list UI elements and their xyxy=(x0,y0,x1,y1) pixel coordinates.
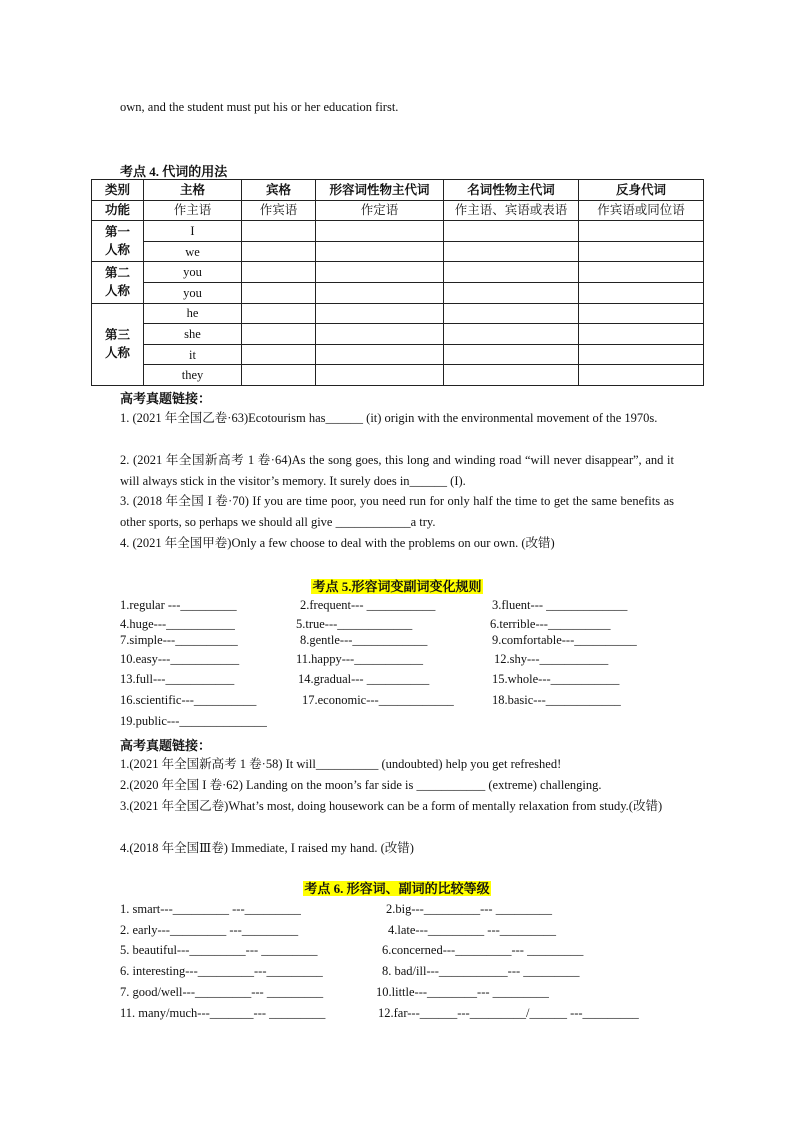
subject-cell: it xyxy=(144,344,242,365)
section4-link-title: 高考真题链接： xyxy=(120,391,212,406)
header-cell: 宾格 xyxy=(242,180,316,201)
person-label-third xyxy=(92,303,144,385)
section6-title: 考点 6. 形容词、副词的比较等级 xyxy=(304,881,490,896)
blank-cell[interactable] xyxy=(579,303,704,324)
exercise-item: 1. smart---_________ ---_________ xyxy=(120,902,301,916)
function-cell: 作宾语或同位语 xyxy=(579,200,704,221)
exercise-item: 11.happy---___________ xyxy=(296,652,423,666)
question-item: 3.(2021 年全国乙卷)What’s most, doing housework can be a form of mentally relaxation from study.(改错) xyxy=(120,799,663,813)
section5-link-title: 高考真题链接： xyxy=(120,738,212,753)
subject-cell: I xyxy=(144,221,242,242)
blank-cell[interactable] xyxy=(316,282,444,303)
blank-cell[interactable] xyxy=(444,262,579,283)
exercise-item: 17.economic---____________ xyxy=(302,693,454,707)
exercise-item: 15.whole---___________ xyxy=(492,672,620,686)
header-cell: 形容词性物主代词 xyxy=(316,180,444,201)
section5-title-wrap xyxy=(0,576,794,596)
section6-title-wrap xyxy=(0,878,794,898)
blank-cell[interactable] xyxy=(444,282,579,303)
exercise-item: 10.easy---___________ xyxy=(120,652,240,666)
exercise-item: 4.late---_________ ---_________ xyxy=(388,923,557,937)
blank-cell[interactable] xyxy=(444,303,579,324)
blank-cell[interactable] xyxy=(242,365,316,386)
blank-cell[interactable] xyxy=(579,344,704,365)
blank-cell[interactable] xyxy=(242,344,316,365)
exercise-item: 5.true---____________ xyxy=(296,617,413,631)
subject-cell: you xyxy=(144,262,242,283)
table-row xyxy=(92,365,704,386)
blank-cell[interactable] xyxy=(316,324,444,345)
blank-cell[interactable] xyxy=(242,241,316,262)
table-row xyxy=(92,344,704,365)
header-cell: 反身代词 xyxy=(579,180,704,201)
blank-cell[interactable] xyxy=(579,262,704,283)
continuation-line: own, and the student must put his or her education first. xyxy=(120,100,399,114)
question-item: 1.(2021 年全国新高考 1 卷·58) It will__________ (undoubted) help you get refreshed! xyxy=(120,757,562,771)
blank-cell[interactable] xyxy=(242,221,316,242)
blank-cell[interactable] xyxy=(316,262,444,283)
blank-cell[interactable] xyxy=(316,303,444,324)
section4-title: 考点 4. 代词的用法 xyxy=(120,164,228,179)
exercise-item: 4.huge---___________ xyxy=(120,617,235,631)
function-cell: 作定语 xyxy=(316,200,444,221)
blank-cell[interactable] xyxy=(579,282,704,303)
exercise-item: 18.basic---____________ xyxy=(492,693,621,707)
question-item: 2.(2020 年全国 I 卷·62) Landing on the moon’s far side is ___________ (extreme) challenging. xyxy=(120,778,602,792)
exercise-item: 7. good/well---_________--- _________ xyxy=(120,985,324,999)
question-item: 1. (2021 年全国乙卷·63)Ecotourism has______ (it) origin with the environmental movement of the 1970s. xyxy=(120,411,658,425)
person-label-line: 人称 xyxy=(104,284,130,299)
subject-cell: you xyxy=(144,282,242,303)
exercise-item: 8.gentle---____________ xyxy=(300,633,428,647)
exercise-item: 13.full---___________ xyxy=(120,672,235,686)
blank-cell[interactable] xyxy=(444,324,579,345)
question-item: 3. (2018 年全国 I 卷·70) If you are time poor, you need run for only half the time to get the same benefits as other sports, so perhaps we should all give ____________a try. xyxy=(120,494,674,529)
blank-cell[interactable] xyxy=(316,241,444,262)
blank-cell[interactable] xyxy=(316,221,444,242)
blank-cell[interactable] xyxy=(444,241,579,262)
function-label: 功能 xyxy=(92,200,144,221)
exercise-item: 2. early---_________ ---_________ xyxy=(120,923,299,937)
function-cell: 作宾语 xyxy=(242,200,316,221)
question-item: 4.(2018 年全国Ⅲ卷) Immediate, I raised my hand. (改错) xyxy=(120,841,414,855)
exercise-item: 14.gradual--- __________ xyxy=(298,672,430,686)
person-label-line: 第三 xyxy=(104,328,130,343)
person-label-first xyxy=(92,221,144,262)
exercise-item: 10.little---________--- _________ xyxy=(376,985,549,999)
table-row xyxy=(92,282,704,303)
table-row xyxy=(92,324,704,345)
section5-title: 考点 5.形容词变副词变化规则 xyxy=(312,579,482,594)
exercise-item: 6.terrible---__________ xyxy=(490,617,611,631)
exercise-item: 12.far---______---_________/______ ---_________ xyxy=(378,1006,639,1020)
header-cell: 名词性物主代词 xyxy=(444,180,579,201)
table-row xyxy=(92,262,704,283)
exercise-item: 12.shy---___________ xyxy=(494,652,609,666)
function-cell: 作主语 xyxy=(144,200,242,221)
subject-cell: we xyxy=(144,241,242,262)
question-item: 4. (2021 年全国甲卷)Only a few choose to deal with the problems on our own. (改错) xyxy=(120,536,555,550)
blank-cell[interactable] xyxy=(242,324,316,345)
table-row xyxy=(92,303,704,324)
exercise-item: 8. bad/ill---___________--- _________ xyxy=(382,964,580,978)
table-function-row xyxy=(92,200,704,221)
blank-cell[interactable] xyxy=(316,344,444,365)
blank-cell[interactable] xyxy=(579,324,704,345)
exercise-item: 2.frequent--- ___________ xyxy=(300,598,436,612)
question-item: 2. (2021 年全国新高考 1 卷·64)As the song goes, this long and winding road “will never disappear”, and it will always stick in the visitor’s memory. It surely does in______ (I). xyxy=(120,453,674,488)
blank-cell[interactable] xyxy=(242,282,316,303)
person-label-line: 人称 xyxy=(104,243,130,258)
exercise-item: 1.regular ---_________ xyxy=(120,598,237,612)
table-row xyxy=(92,241,704,262)
exercise-item: 5. beautiful---_________--- _________ xyxy=(120,943,318,957)
header-cell: 类别 xyxy=(92,180,144,201)
person-label-line: 第二 xyxy=(104,266,130,281)
blank-cell[interactable] xyxy=(579,365,704,386)
blank-cell[interactable] xyxy=(444,344,579,365)
exercise-item: 2.big---_________--- _________ xyxy=(386,902,552,916)
blank-cell[interactable] xyxy=(316,365,444,386)
exercise-item: 6. interesting---_________---_________ xyxy=(120,964,323,978)
blank-cell[interactable] xyxy=(444,221,579,242)
pronoun-table xyxy=(91,179,704,386)
exercise-item: 16.scientific---__________ xyxy=(120,693,257,707)
function-cell: 作主语、宾语或表语 xyxy=(444,200,579,221)
exercise-item: 9.comfortable---__________ xyxy=(492,633,637,647)
blank-cell[interactable] xyxy=(579,241,704,262)
person-label-second xyxy=(92,262,144,303)
person-label-line: 第一 xyxy=(104,225,130,240)
exercise-item: 11. many/much---_______--- _________ xyxy=(120,1006,326,1020)
table-row xyxy=(92,221,704,242)
blank-cell[interactable] xyxy=(579,221,704,242)
subject-cell: she xyxy=(144,324,242,345)
exercise-item: 19.public---______________ xyxy=(120,714,267,728)
exercise-item: 7.simple---__________ xyxy=(120,633,238,647)
blank-cell[interactable] xyxy=(242,262,316,283)
subject-cell: he xyxy=(144,303,242,324)
person-label-line: 人称 xyxy=(104,346,130,361)
exercise-item: 6.concerned---_________--- _________ xyxy=(382,943,584,957)
subject-cell: they xyxy=(144,365,242,386)
blank-cell[interactable] xyxy=(242,303,316,324)
table-header-row xyxy=(92,180,704,201)
exercise-item: 3.fluent--- _____________ xyxy=(492,598,628,612)
header-cell: 主格 xyxy=(144,180,242,201)
blank-cell[interactable] xyxy=(444,365,579,386)
